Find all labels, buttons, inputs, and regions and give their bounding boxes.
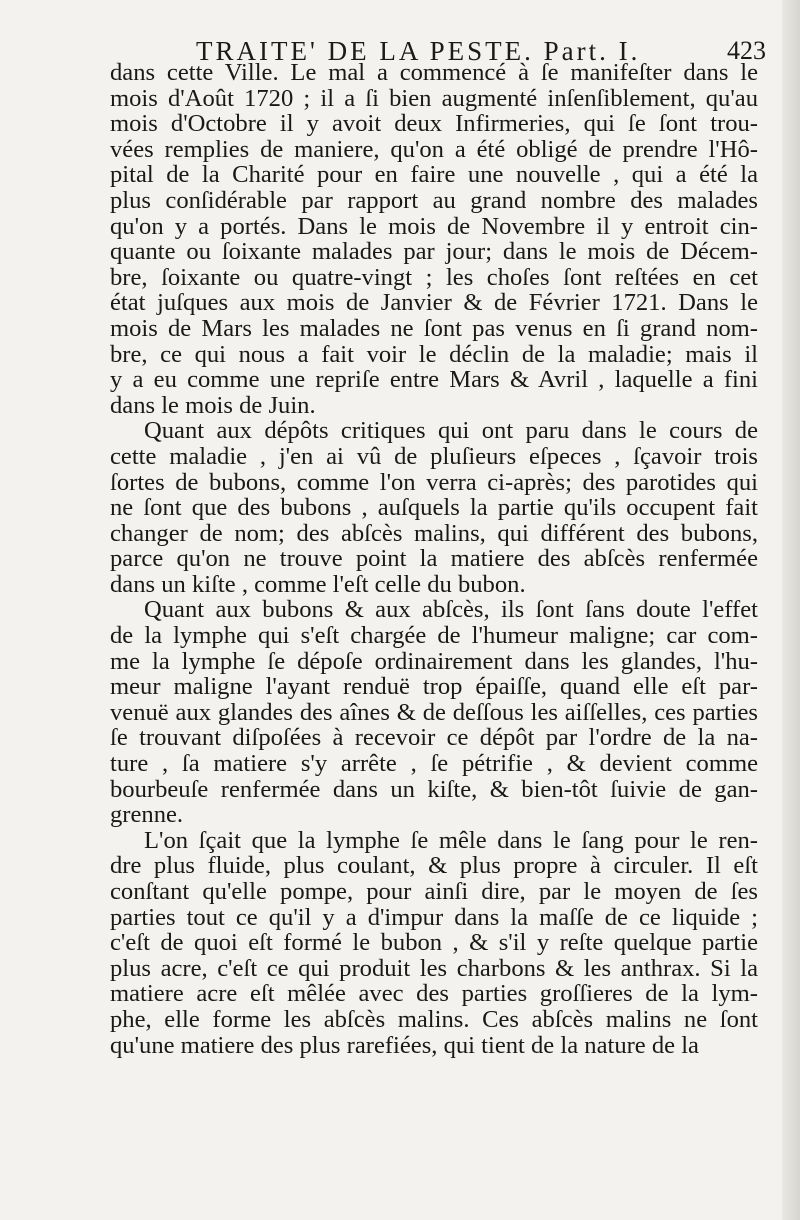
text-line: ſortes de bubons, comme l'on verra ci-après; des parotides qui [110,468,758,496]
paragraph [110,60,758,418]
text-line: parties tout ce qu'il y a d'impur dans la maſſe de ce liquide ; [110,903,758,931]
text-line: ture , ſa matiere s'y arrête , ſe pétrifie , & devient comme [110,750,758,778]
text-line: mois d'Août 1720 ; il a ſi bien augmenté inſenſiblement, qu'au [110,84,758,112]
text-line: de la lymphe qui s'eſt chargée de l'humeur maligne; car com- [110,622,758,650]
text-line: matiere acre eſt mêlée avec des parties groſſieres de la lym- [110,980,758,1008]
running-title: TRAITE' DE LA PESTE. Part. I. [196,36,641,66]
page-edge-shadow [782,0,800,1220]
text-line: meur maligne l'ayant renduë trop épaiſſe, quand elle eſt par- [110,673,758,701]
text-line: changer de nom; des abſcès malins, qui différent des bubons, [110,519,758,547]
paragraph [110,418,758,597]
text-line: plus acre, c'eſt ce qui produit les charbons & les anthrax. Si la [110,954,758,982]
text-line: c'eſt de quoi eſt formé le bubon , & s'il y reſte quelque partie [110,929,758,957]
text-line: dans cette Ville. Le mal a commencé à ſe manifeſter dans le [110,59,758,86]
text-line: mois de Mars les malades ne ſont pas venus en ſi grand nom- [110,314,758,342]
text-line: dans un kiſte , comme l'eſt celle du bubon. [110,570,526,598]
text-line: plus conſidérable par rapport au grand nombre des malades [110,186,758,214]
body-text [110,60,758,1058]
text-line: qu'on y a portés. Dans le mois de Novembre il y entroit cin- [110,212,758,240]
text-line: état juſques aux mois de Janvier & de Février 1721. Dans le [110,289,758,317]
text-line: phe, elle forme les abſcès malins. Ces abſcès malins ne ſont [110,1005,758,1033]
text-line: dre plus fluide, plus coulant, & plus propre à circuler. Il eſt [110,852,758,880]
text-line: bourbeuſe renfermée dans un kiſte, & bien-tôt ſuivie de gan- [110,775,758,803]
text-line: mois d'Octobre il y avoit deux Infirmeries, qui ſe ſont trou- [110,110,758,138]
paragraph [110,597,758,827]
text-line: L'on ſçait que la lymphe ſe mêle dans le ſang pour le ren- [144,826,758,854]
text-line: quante ou ſoixante malades par jour; dans le mois de Décem- [110,238,758,266]
text-line: ſe trouvant diſpoſées à recevoir ce dépôt par l'ordre de la na- [110,724,758,752]
text-line: grenne. [110,801,184,829]
text-line: venuë aux glandes des aînes & de deſſous les aiſſelles, ces parties [110,698,758,726]
text-line: dans le mois de Juin. [110,391,316,419]
text-line: Quant aux bubons & aux abſcès, ils ſont ſans doute l'effet [144,596,758,624]
text-line: bre, ce qui nous a fait voir le déclin de la maladie; mais il [110,340,758,368]
text-line: qu'une matiere des plus rarefiées, qui tient de la nature de la [110,1031,699,1059]
text-line: y a eu comme une repriſe entre Mars & Avril , laquelle a fini [110,366,758,394]
text-line: ne ſont que des bubons , auſquels la partie qu'ils occupent fait [110,494,758,522]
text-line: cette maladie , j'en ai vû de pluſieurs eſpeces , ſçavoir trois [110,442,758,470]
text-line: pital de la Charité pour en faire une nouvelle , qui a été la [110,161,758,189]
text-line: conſtant qu'elle pompe, pour ainſi dire, par le moyen de ſes [110,878,758,905]
text-line: Quant aux dépôts critiques qui ont paru dans le cours de [144,417,758,445]
page-number: 423 [727,36,766,65]
text-line: bre, ſoixante ou quatre-vingt ; les choſes ſont reſtées en cet [110,263,758,291]
paragraph [110,828,758,1058]
text-line: me la lymphe ſe dépoſe ordinairement dans les glandes, l'hu- [110,647,758,675]
text-line: parce qu'on ne trouve point la matiere des abſcès renfermée [110,545,758,573]
text-line: vées remplies de maniere, qu'on a été obligé de prendre l'Hô- [110,135,758,163]
